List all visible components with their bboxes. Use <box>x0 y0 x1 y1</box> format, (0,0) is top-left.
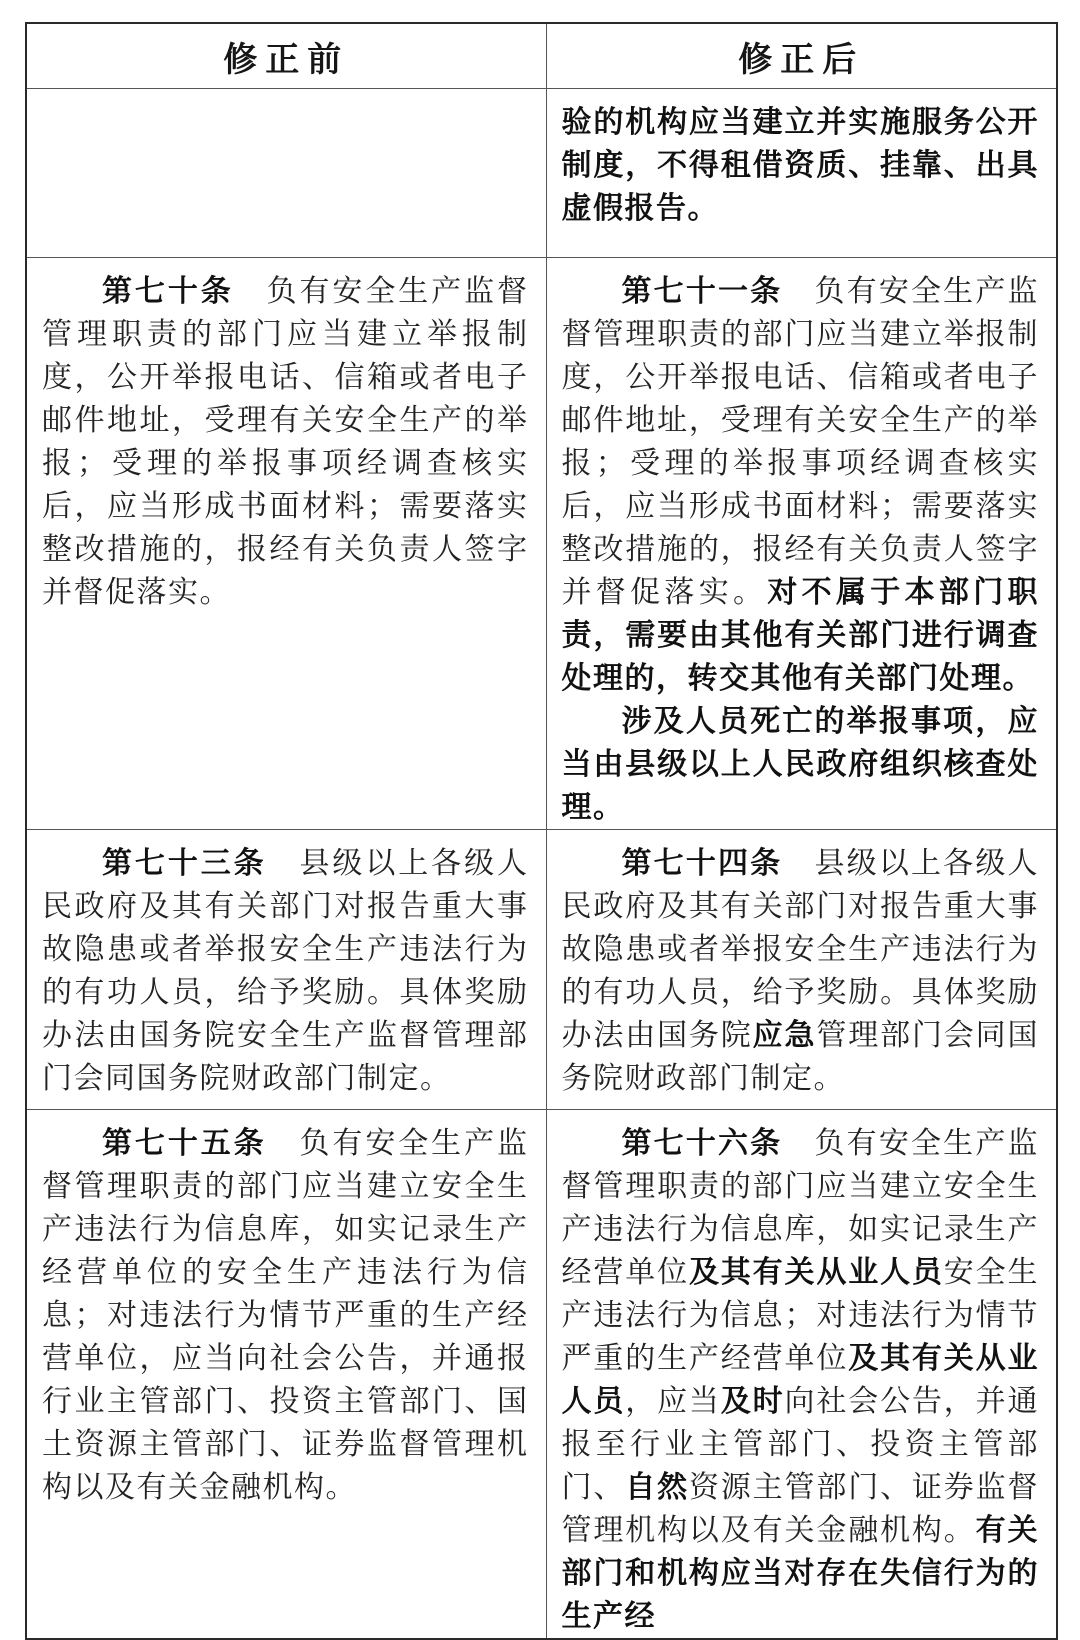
amended-text-segment: 第七十四条 <box>621 847 783 880</box>
paragraph <box>562 700 1040 829</box>
text-segment: 资源主管部门、证券监督管理机构以及有关金融机构。 <box>561 1471 1040 1547</box>
table-header-row <box>26 23 1057 89</box>
text-segment: 县级以上各级人民政府及其有关部门对报告重大事故隐患或者举报安全生产违法行为的有功人员，给予奖励。具体奖励办法由国务院 <box>561 847 1040 1052</box>
amended-text-segment: 应急 <box>752 1019 817 1052</box>
amended-text-segment: 有关部门和机构应当对存在失信行为的生产经 <box>561 1514 1040 1633</box>
paragraph <box>562 842 1040 1100</box>
text-segment: 负有安全生产监督管理职责的部门应当建立安全生产违法行为信息库，如实记录生产经营单位的安全生产违法行为信息；对违法行为情节严重的生产经营单位，应当向社会公告，并通报行业主管部门、投资主管部门、国土资源主管部门、证券监督管理机构以及有关金融机构。 <box>42 1127 529 1504</box>
text-segment: 负有安全生产监督管理职责的部门应当建立安全生产违法行为信息库，如实记录生产经营单位 <box>561 1127 1040 1289</box>
cell-before-4 <box>26 1110 546 1640</box>
text-segment: 负有安全生产监督管理职责的部门应当建立举报制度，公开举报电话、信箱或者电子邮件地址，受理有关安全生产的举报；受理的举报事项经调查核实后，应当形成书面材料；需要落实整改措施的，报经有关负责人签字并督促落实。 <box>561 275 1040 609</box>
text-segment: 负有安全生产监督管理职责的部门应当建立举报制度，公开举报电话、信箱或者电子邮件地址，受理有关安全生产的举报；受理的举报事项经调查核实后，应当形成书面材料；需要落实整改措施的，报经有关负责人签字并督促落实。 <box>42 275 529 609</box>
paragraph <box>42 270 529 614</box>
text-segment: ，应当 <box>625 1385 721 1418</box>
cell-after-4 <box>546 1110 1057 1640</box>
amended-text-segment: 第七十三条 <box>102 847 267 880</box>
paragraph <box>562 270 1040 700</box>
column-header-before: 修正前 <box>26 23 546 89</box>
text-segment: 管理部门会同国务院财政部门制定。 <box>561 1019 1040 1095</box>
amended-text-segment: 第七十五条 <box>102 1127 267 1160</box>
amended-text-segment: 验的机构应当建立并实施服务公开制度，不得租借资质、挂靠、出具虚假报告。 <box>561 106 1039 225</box>
table-row <box>26 830 1057 1110</box>
amended-text-segment: 及其有关从业人员 <box>561 1342 1040 1418</box>
text-segment: 向社会公告，并通报至行业主管部门、投资主管部门、 <box>561 1385 1040 1504</box>
table-row <box>26 1110 1057 1640</box>
table-row <box>26 258 1057 830</box>
paragraph <box>562 1122 1040 1638</box>
table-row <box>26 89 1057 258</box>
amended-text-segment: 第七十一条 <box>621 275 783 308</box>
amended-text-segment: 第七十条 <box>102 275 234 308</box>
text-segment: 县级以上各级人民政府及其有关部门对报告重大事故隐患或者举报安全生产违法行为的有功人员，给予奖励。具体奖励办法由国务院安全生产监督管理部门会同国务院财政部门制定。 <box>42 847 529 1095</box>
paragraph <box>42 1122 529 1509</box>
cell-after-3 <box>546 830 1057 1110</box>
comparison-table <box>25 22 1058 1640</box>
amended-text-segment: 第七十六条 <box>621 1127 783 1160</box>
cell-before-2 <box>26 258 546 830</box>
column-header-after: 修正后 <box>546 23 1057 89</box>
cell-before-1 <box>26 89 546 258</box>
amended-text-segment: 及其有关从业人员 <box>688 1256 944 1289</box>
paragraph <box>562 101 1040 230</box>
cell-before-3 <box>26 830 546 1110</box>
cell-after-1 <box>546 89 1057 258</box>
paragraph <box>42 842 529 1100</box>
amended-text-segment: 对不属于本部门职责，需要由其他有关部门进行调查处理的，转交其他有关部门处理。 <box>561 576 1040 695</box>
amended-text-segment: 及时 <box>720 1385 785 1418</box>
text-segment: 安全生产违法行为信息；对违法行为情节严重的生产经营单位 <box>561 1256 1040 1375</box>
amended-text-segment: 自然 <box>625 1471 689 1504</box>
cell-after-2 <box>546 258 1057 830</box>
amended-text-segment: 涉及人员死亡的举报事项，应当由县级以上人民政府组织核查处理。 <box>561 705 1039 824</box>
